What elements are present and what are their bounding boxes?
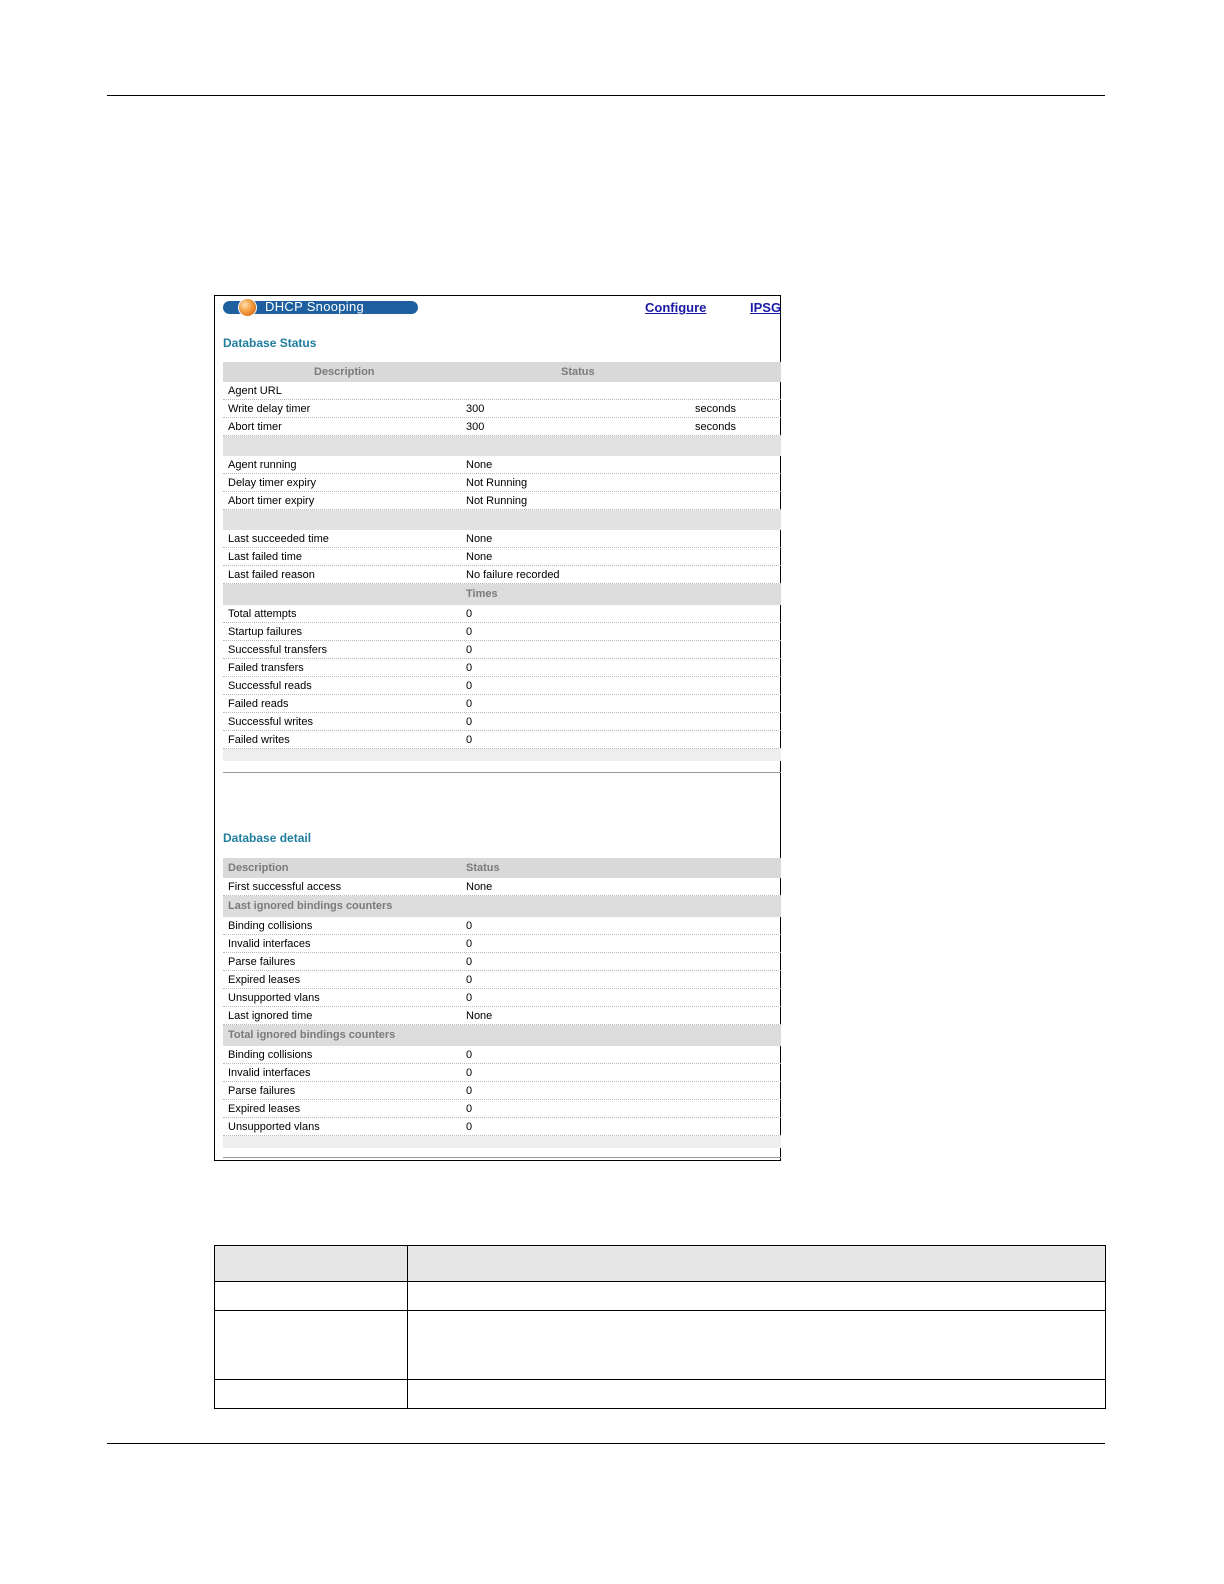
row-label: Agent running (228, 459, 297, 471)
row-value: None (466, 533, 493, 545)
separator-band (223, 510, 781, 530)
row-label: Failed writes (228, 734, 290, 746)
table-row (223, 713, 781, 731)
row-label: Parse failures (228, 1085, 296, 1097)
row-value: 0 (466, 734, 473, 746)
last-ignored-header (223, 896, 781, 917)
table-row (223, 695, 781, 713)
table-row (223, 878, 781, 896)
row-label: Expired leases (228, 974, 301, 986)
row-label: Unsupported vlans (228, 1121, 320, 1133)
row-label: Abort timer (228, 421, 282, 433)
table-row (223, 418, 781, 436)
table-row (223, 641, 781, 659)
table-cell (408, 1311, 1106, 1380)
header-cell-label (215, 1246, 408, 1282)
table-header (223, 362, 781, 382)
row-value: 0 (466, 1103, 473, 1115)
title-bar (223, 301, 418, 314)
table-row (223, 1082, 781, 1100)
table-cell (215, 1380, 408, 1409)
row-value: None (466, 881, 493, 893)
table-cell (215, 1282, 408, 1311)
row-value: 0 (466, 1067, 473, 1079)
table-row (223, 659, 781, 677)
panel-title: DHCP Snooping (265, 299, 365, 314)
table-row (223, 917, 781, 935)
row-label: Last ignored time (228, 1010, 313, 1022)
column-header-description: Description (314, 366, 375, 378)
row-value: None (466, 1010, 493, 1022)
row-value: 0 (466, 644, 473, 656)
row-value: 0 (466, 1121, 473, 1133)
table-row (223, 731, 781, 749)
table-row (223, 530, 781, 548)
table-row (223, 566, 781, 584)
row-value: 300 (466, 403, 485, 415)
table-row (223, 456, 781, 474)
row-label: Expired leases (228, 1103, 301, 1115)
table-row (223, 1064, 781, 1082)
row-value: 300 (466, 421, 485, 433)
row-label: Parse failures (228, 956, 296, 968)
row-value: None (466, 459, 493, 471)
table-row (223, 989, 781, 1007)
orb-icon (239, 299, 256, 316)
section-divider (223, 772, 781, 773)
table-row (223, 623, 781, 641)
row-value: 0 (466, 920, 473, 932)
field-description-table (214, 1245, 1106, 1409)
table-cell (215, 1311, 408, 1380)
column-header-status: Status (466, 862, 500, 874)
row-label: Invalid interfaces (228, 1067, 311, 1079)
row-value: No failure recorded (466, 569, 560, 581)
row-value: 0 (466, 956, 473, 968)
database-status-title: Database Status (223, 336, 317, 350)
row-label: Successful writes (228, 716, 313, 728)
table-cell (408, 1380, 1106, 1409)
row-value: Not Running (466, 477, 528, 489)
group-header-label: Total ignored bindings counters (228, 1029, 396, 1041)
row-label: Failed transfers (228, 662, 304, 674)
database-detail-table (223, 858, 781, 1148)
table-row (223, 382, 781, 400)
row-value: 0 (466, 698, 473, 710)
row-label: Successful reads (228, 680, 312, 692)
group-header-label: Last ignored bindings counters (228, 900, 393, 912)
table-row (223, 1100, 781, 1118)
table-footer-band (223, 749, 781, 761)
table-row (223, 548, 781, 566)
row-label: Last failed reason (228, 569, 315, 581)
row-label: Binding collisions (228, 920, 313, 932)
row-label: Last succeeded time (228, 533, 329, 545)
row-label: Write delay timer (228, 403, 311, 415)
row-label: First successful access (228, 881, 342, 893)
table-row (215, 1311, 1106, 1380)
row-label: Abort timer expiry (228, 495, 315, 507)
column-header-status: Status (561, 366, 595, 378)
row-label: Successful transfers (228, 644, 328, 656)
section-divider (223, 1157, 781, 1158)
row-value: Not Running (466, 495, 528, 507)
table-row (223, 1007, 781, 1025)
row-unit: seconds (695, 403, 736, 415)
table-row (223, 492, 781, 510)
row-label: Invalid interfaces (228, 938, 311, 950)
table-row (215, 1380, 1106, 1409)
database-detail-title: Database detail (223, 831, 312, 845)
row-label: Delay timer expiry (228, 477, 317, 489)
ipsg-link[interactable]: IPSG (750, 300, 782, 315)
row-value: 0 (466, 1049, 473, 1061)
row-value: 0 (466, 1085, 473, 1097)
table-header-row (215, 1246, 1106, 1282)
table-row (223, 1046, 781, 1064)
row-label: Startup failures (228, 626, 302, 638)
total-ignored-header (223, 1025, 781, 1046)
table-row (223, 677, 781, 695)
table-row (223, 605, 781, 623)
row-value: 0 (466, 974, 473, 986)
column-header-description: Description (228, 862, 289, 874)
row-value: 0 (466, 938, 473, 950)
row-value: 0 (466, 680, 473, 692)
row-label: Failed reads (228, 698, 289, 710)
row-unit: seconds (695, 421, 736, 433)
table-row (215, 1282, 1106, 1311)
row-value: 0 (466, 626, 473, 638)
table-row (223, 400, 781, 418)
table-header (223, 858, 781, 878)
row-label: Agent URL (228, 385, 282, 397)
table-row (223, 935, 781, 953)
row-label: Last failed time (228, 551, 302, 563)
dhcp-snooping-panel (214, 295, 781, 1161)
row-value: 0 (466, 662, 473, 674)
configure-link[interactable]: Configure (645, 300, 707, 315)
table-row (223, 971, 781, 989)
header-cell-description (408, 1246, 1106, 1282)
times-header (223, 584, 781, 605)
table-footer-band (223, 1136, 781, 1148)
separator-band (223, 436, 781, 456)
table-row (223, 474, 781, 492)
row-label: Unsupported vlans (228, 992, 320, 1004)
row-value: 0 (466, 608, 473, 620)
row-label: Total attempts (228, 608, 297, 620)
table-row (223, 1118, 781, 1136)
row-value: None (466, 551, 493, 563)
times-header-label: Times (466, 588, 498, 600)
row-value: 0 (466, 992, 473, 1004)
row-value: 0 (466, 716, 473, 728)
page-bottom-rule (107, 1443, 1105, 1444)
table-row (223, 953, 781, 971)
row-label: Binding collisions (228, 1049, 313, 1061)
database-status-table (223, 362, 781, 761)
page-top-rule (107, 95, 1105, 96)
table-cell (408, 1282, 1106, 1311)
